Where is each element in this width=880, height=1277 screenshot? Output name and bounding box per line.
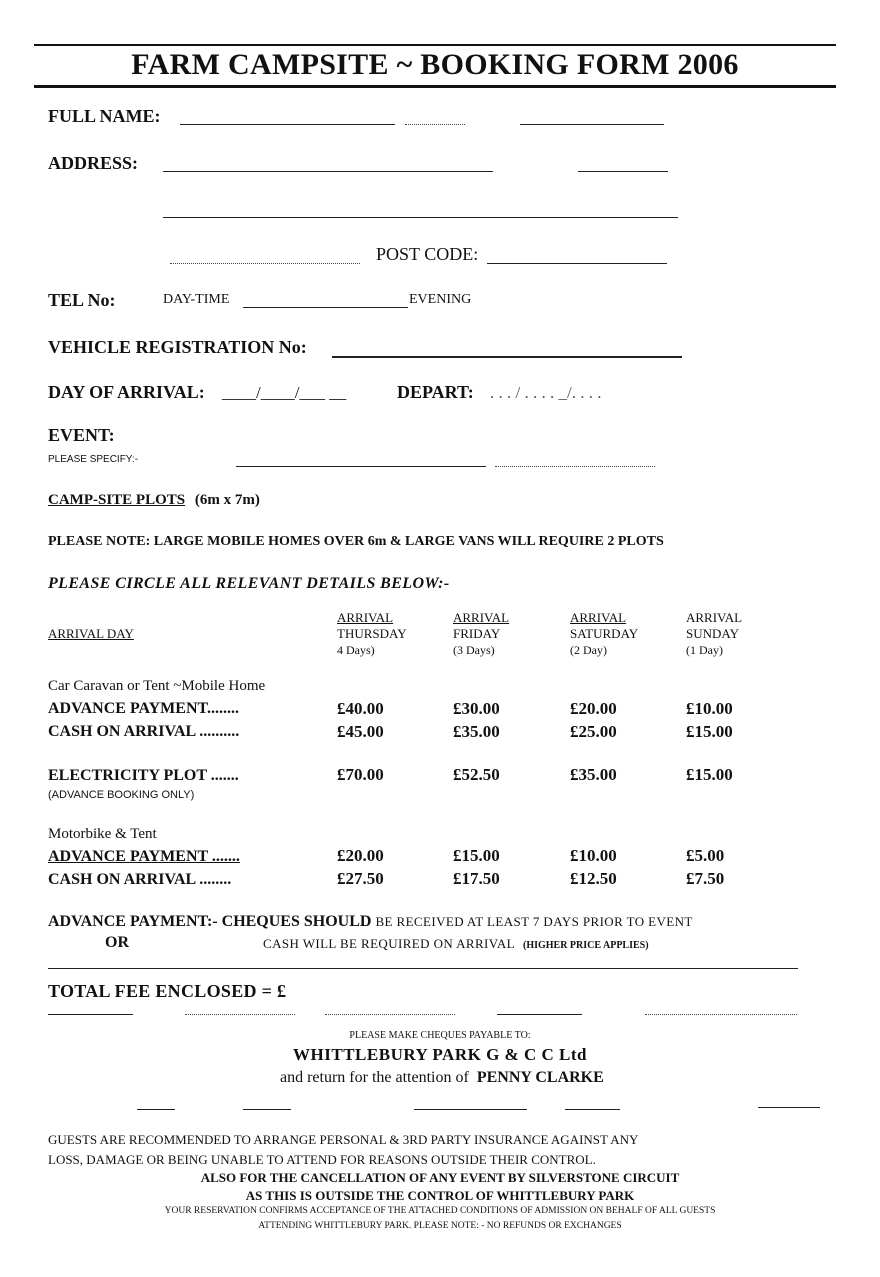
motorbike-heading: Motorbike & Tent [48, 826, 157, 842]
post-code-label: POST CODE: [376, 244, 479, 264]
arrival-label: DAY OF ARRIVAL: [48, 382, 205, 402]
page-title: FARM CAMPSITE ~ BOOKING FORM 2006 [131, 48, 739, 81]
address-line-3[interactable] [170, 263, 360, 264]
divider-2c [414, 1109, 527, 1110]
footer-line-3: ALSO FOR THE CANCELLATION OF ANY EVENT BY SILVERSTONE CIRCUIT [200, 1170, 680, 1185]
moto-cash-thu[interactable]: £27.50 [337, 869, 384, 888]
footer-line-1: GUESTS ARE RECOMMENDED TO ARRANGE PERSONAL & 3RD PARTY INSURANCE AGAINST ANY [48, 1132, 639, 1147]
car-cash-sun[interactable]: £15.00 [686, 722, 733, 741]
vehicle-reg-field[interactable] [332, 356, 682, 358]
contact-name: PENNY CLARKE [476, 1069, 604, 1086]
col-duration: 4 Days) [337, 643, 375, 657]
depart-label: DEPART: [397, 382, 474, 402]
moto-advance-thu[interactable]: £20.00 [337, 846, 384, 865]
divider-2d [565, 1109, 620, 1110]
divider-2a [137, 1109, 175, 1110]
total-fee-label: TOTAL FEE ENCLOSED = £ [48, 981, 287, 1001]
car-cash-thu[interactable]: £45.00 [337, 722, 384, 741]
col-duration: (2 Day) [570, 643, 607, 657]
col-thursday [337, 610, 407, 658]
payee-name: WHITTLEBURY PARK G & C C Ltd [293, 1045, 587, 1064]
arrival-date-field[interactable]: ____/____/___ __ [222, 383, 347, 402]
car-cash-sat[interactable]: £25.00 [570, 722, 617, 741]
moto-cash-fri[interactable]: £17.50 [453, 869, 500, 888]
total-fee-field-2[interactable] [185, 1014, 295, 1015]
col-saturday [570, 610, 638, 658]
plots-heading: CAMP-SITE PLOTS [48, 492, 186, 508]
footer-line-6: ATTENDING WHITTLEBURY PARK. PLEASE NOTE: - NO REFUNDS OR EXCHANGES [258, 1221, 622, 1231]
return-text: and return for the attention of [280, 1069, 469, 1086]
circle-instruction: PLEASE CIRCLE ALL RELEVANT DETAILS BELOW:- [48, 575, 450, 592]
moto-advance-sun[interactable]: £5.00 [686, 846, 725, 865]
car-cash-label: CASH ON ARRIVAL .......... [48, 723, 240, 740]
moto-cash-sat[interactable]: £12.50 [570, 869, 617, 888]
address-label: ADDRESS: [48, 153, 139, 173]
depart-date-field[interactable]: . . . / . . . . _/. . . . [490, 383, 602, 402]
plots-heading-row [48, 492, 260, 509]
address-line-2[interactable] [163, 217, 678, 218]
address-line-1[interactable] [163, 171, 493, 172]
daytime-field[interactable] [243, 307, 408, 308]
col-top: ARRIVAL [686, 610, 743, 625]
car-advance-label: ADVANCE PAYMENT........ [48, 700, 239, 717]
cheques-payable-label: PLEASE MAKE CHEQUES PAYABLE TO: [349, 1030, 531, 1041]
moto-cash-label: CASH ON ARRIVAL ........ [48, 871, 232, 888]
col-duration: (3 Days) [453, 643, 495, 657]
footer-line-2: LOSS, DAMAGE OR BEING UNABLE TO ATTEND FOR REASONS OUTSIDE THEIR CONTROL. [48, 1152, 596, 1167]
car-advance-sun[interactable]: £10.00 [686, 699, 733, 718]
advance-payment-rest: BE RECEIVED AT LEAST 7 DAYS PRIOR TO EVENT [375, 914, 693, 929]
vehicle-reg-label: VEHICLE REGISTRATION No: [48, 337, 307, 357]
electricity-fri[interactable]: £52.50 [453, 765, 500, 784]
plots-note: PLEASE NOTE: LARGE MOBILE HOMES OVER 6m & LARGE VANS WILL REQUIRE 2 PLOTS [48, 534, 664, 549]
total-fee-field[interactable] [48, 1014, 133, 1015]
car-advance-fri[interactable]: £30.00 [453, 699, 500, 718]
electricity-sun[interactable]: £15.00 [686, 765, 733, 784]
event-field[interactable] [236, 466, 486, 467]
plots-size: (6m x 7m) [194, 492, 260, 508]
col-day: THURSDAY [337, 626, 407, 641]
title-underline [34, 85, 836, 88]
col-day: FRIDAY [453, 626, 501, 641]
col-top: ARRIVAL [570, 610, 627, 625]
advance-payment-bold: ADVANCE PAYMENT:- CHEQUES SHOULD [48, 913, 372, 930]
higher-price: (HIGHER PRICE APPLIES) [522, 940, 649, 951]
electricity-thu[interactable]: £70.00 [337, 765, 384, 784]
footer-line-4: AS THIS IS OUTSIDE THE CONTROL OF WHITTLEBURY PARK [245, 1188, 635, 1203]
event-field-2[interactable] [495, 466, 655, 467]
col-day: SUNDAY [686, 626, 739, 641]
moto-advance-fri[interactable]: £15.00 [453, 846, 500, 865]
full-name-field-2[interactable] [405, 124, 465, 125]
electricity-note: (ADVANCE BOOKING ONLY) [48, 789, 195, 801]
col-duration: (1 Day) [686, 643, 723, 657]
col-top: ARRIVAL [453, 610, 510, 625]
full-name-field-3[interactable] [520, 124, 664, 125]
event-label: EVENT: [48, 425, 115, 445]
divider-2e [758, 1107, 820, 1108]
evening-label: EVENING [409, 292, 472, 307]
moto-cash-sun[interactable]: £7.50 [686, 869, 725, 888]
full-name-field[interactable] [180, 124, 395, 125]
please-specify-label: PLEASE SPECIFY:- [48, 454, 139, 465]
daytime-label: DAY-TIME [163, 292, 230, 307]
full-name-label: FULL NAME: [48, 106, 161, 126]
col-top: ARRIVAL [337, 610, 394, 625]
moto-advance-label: ADVANCE PAYMENT ....... [48, 848, 240, 865]
total-fee-field-3[interactable] [325, 1014, 455, 1015]
arrival-day-label: ARRIVAL DAY [48, 626, 134, 641]
cash-required-text [263, 935, 649, 953]
divider-1 [48, 968, 798, 969]
divider-2b [243, 1109, 291, 1110]
or-label: OR [105, 934, 129, 951]
car-caravan-heading: Car Caravan or Tent ~Mobile Home [48, 678, 266, 694]
moto-advance-sat[interactable]: £10.00 [570, 846, 617, 865]
total-fee-field-4[interactable] [497, 1014, 582, 1015]
footer-line-5: YOUR RESERVATION CONFIRMS ACCEPTANCE OF THE ATTACHED CONDITIONS OF ADMISSION ON BEHALF OF ALL GUESTS [164, 1206, 716, 1216]
electricity-label: ELECTRICITY PLOT ....... [48, 767, 239, 784]
top-rule [34, 44, 836, 46]
total-fee-field-5[interactable] [645, 1014, 797, 1015]
car-cash-fri[interactable]: £35.00 [453, 722, 500, 741]
col-sunday [686, 610, 742, 658]
post-code-field[interactable] [487, 263, 667, 264]
return-line [180, 1069, 770, 1087]
advance-payment-text [48, 913, 693, 931]
car-advance-sat[interactable]: £20.00 [570, 699, 617, 718]
address-line-1b[interactable] [578, 171, 668, 172]
col-friday [453, 610, 509, 658]
car-advance-thu[interactable]: £40.00 [337, 699, 384, 718]
cash-required: CASH WILL BE REQUIRED ON ARRIVAL [263, 936, 515, 951]
electricity-sat[interactable]: £35.00 [570, 765, 617, 784]
col-day: SATURDAY [570, 626, 639, 641]
tel-label: TEL No: [48, 290, 116, 310]
